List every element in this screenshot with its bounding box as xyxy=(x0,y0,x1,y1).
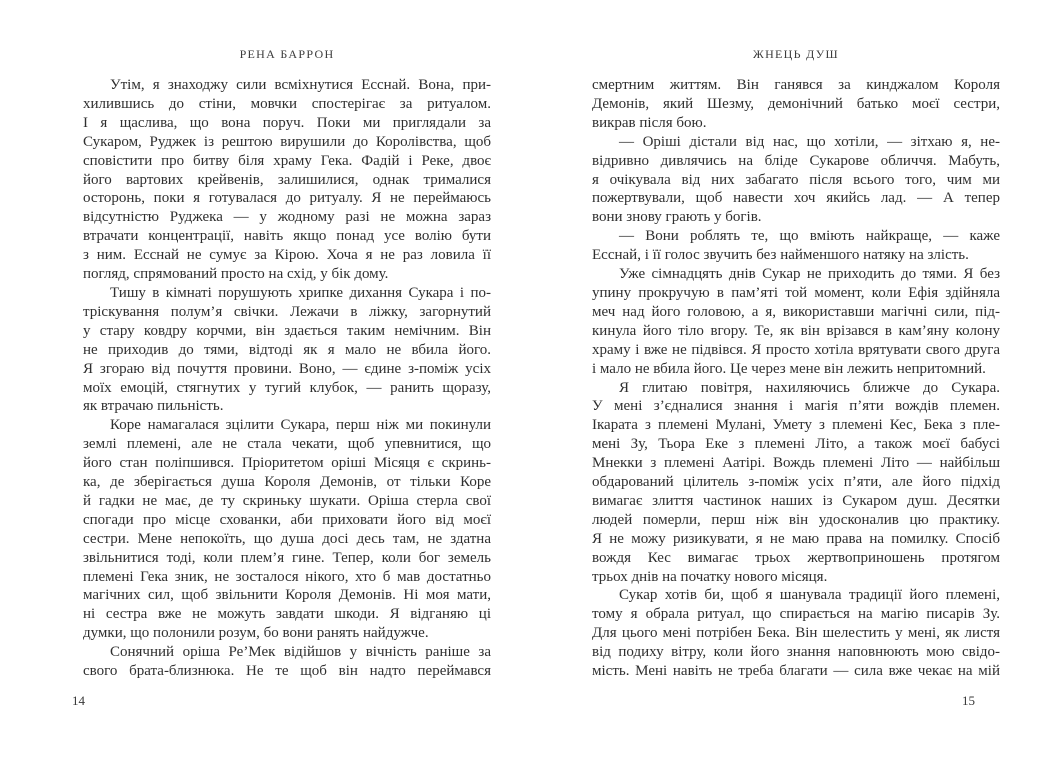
text-line: Сонячний оріша Ре’Мек відійшов у вічність раніше за xyxy=(110,644,491,661)
text-line: вождя Кес вимагає трьох жертвоприношень протягом xyxy=(592,549,1000,566)
page-number-left: 14 xyxy=(72,693,85,708)
text-line: сестри. Мене непокоїть, що душа досі десь там, не здатна xyxy=(83,530,491,547)
text-line: не приходив до тями, відтоді як я мало не вбила його. xyxy=(83,341,491,358)
text-line: як втрачаю пильність. xyxy=(83,398,224,415)
text-line: смертним життям. Він ганявся за кинджалом Короля xyxy=(592,77,1000,93)
text-line: людей померли, перш ніж він удосконалив цю практику. xyxy=(592,511,1000,528)
paragraph xyxy=(592,586,1000,681)
text-line: Утім, я знаходжу сили всміхнутися Есснай. Вона, при- xyxy=(110,77,491,93)
text-line: пожертвували, щоб навести хоч якийсь лад. — А тепер xyxy=(592,190,1000,207)
text-line: осторонь, поки я готувалася до ритуалу. Я не переймаюсь xyxy=(83,190,491,207)
paragraph xyxy=(592,227,1000,265)
text-line: думки, що полонили розум, бо вони ранять найдужче. xyxy=(83,625,429,642)
text-line: Мнекки з племені Аатірі. Вождь племені Літо — найбільш xyxy=(592,455,1000,472)
paragraph xyxy=(83,643,491,681)
text-line: й гадки не має, де ту скриньку шукати. Оріша стерла свої xyxy=(83,492,491,509)
text-line: обдарований цілитель з-поміж усіх п’яти, але його підхід xyxy=(592,474,1000,491)
text-line: ні сестра вже не можуть завдати шкоди. Я відганяю ці xyxy=(83,606,491,623)
page-text-right xyxy=(592,76,1000,681)
paragraph xyxy=(592,265,1000,378)
text-line: магічних сил, щоб звільнити Короля Демонів. Ні моя мати, xyxy=(83,587,491,604)
text-line: відсутністю Руджека — у жодному разі не можна зараз xyxy=(83,209,491,226)
text-line: у стару ковдру корчми, він здається таким немічним. Він xyxy=(83,322,491,339)
text-line: упину прокручую в пам’яті той момент, коли Ефія здійняла xyxy=(592,284,1000,301)
text-line: Коре намагалася зцілити Сукара, перш ніж ми покинули xyxy=(110,417,491,434)
text-line: Сукаром, Руджек із рештою вирушили до Королівства, щоб xyxy=(83,133,491,150)
text-line: Демонів, який Шезму, демонічний батько моєї сестри, xyxy=(592,95,1000,112)
text-line: І я щаслива, що вона поруч. Поки ми приглядали за xyxy=(83,114,491,131)
text-line: від подиху вітру, коли його знання наповнюють мою свідо- xyxy=(592,644,1000,661)
text-line: моїх емоцій, стягнутих у тугий клубок, — ранить щоразу, xyxy=(83,379,491,396)
text-line: звільнитися тоді, коли плем’я гине. Тепер, коли бог земель xyxy=(83,549,491,566)
text-line: Я згораю від почуття провини. Воно, — єдине з-поміж усіх xyxy=(83,360,491,377)
text-line: з ним. Есснай не сумує за Кірою. Хоча я не раз ловила її xyxy=(83,247,491,264)
paragraph xyxy=(592,133,1000,228)
text-line: — Оріші дістали від нас, що хотіли, — зітхаю я, не- xyxy=(619,133,1000,150)
book-page-right xyxy=(525,0,1050,760)
paragraph xyxy=(592,379,1000,587)
paragraph xyxy=(83,284,491,416)
text-line: його стан поліпшився. Пріоритетом оріші Місяця є скринь- xyxy=(83,455,491,472)
text-line: Я глитаю повітря, нахиляючись ближче до Сукара. xyxy=(619,379,1000,396)
page-number-right: 15 xyxy=(962,693,975,708)
text-line: Есснай, і її голос звучить без найменшого натяку на злість. xyxy=(592,247,969,264)
text-line: ка, де зберігається душа Короля Демонів, от тільки Коре xyxy=(83,474,491,491)
text-line: свого брата-близнюка. Не те щоб він надто переймався xyxy=(83,663,491,680)
paragraph xyxy=(592,76,1000,133)
text-line: хилившись до стіни, мовчки спостерігає за ритуалом. xyxy=(83,95,491,112)
text-line: відривно дивлячись на бліде Сукарове обличчя. Мабуть, xyxy=(592,152,1000,169)
page-text-left xyxy=(83,76,491,681)
text-line: тому я обрала ритуал, що спирається на магію писарів Зу. xyxy=(592,606,1000,623)
text-line: Я не можу ризикувати, я не маю права на помилку. Спосіб xyxy=(592,530,1000,547)
text-line: Ікарата з племені Мулані, Умету з племені Кес, Бека з пле- xyxy=(592,417,1000,434)
text-line: кинула його тіло вгору. Те, як він врізався в кам’яну колону xyxy=(592,322,1000,339)
text-line: спогади про місце схованки, аби приховати його від моєї xyxy=(83,511,491,528)
text-line: трьох днів на початку нового місяця. xyxy=(592,568,828,585)
text-line: Для цього мені потрібен Бека. Він шелестить у мені, як листя xyxy=(592,625,1000,642)
text-line: Сукар хотів би, щоб я шанувала традиції його племені, xyxy=(619,587,1000,604)
text-line: храму і вже не підвівся. Я просто хотіла врятувати свого друга xyxy=(592,341,1000,358)
text-line: племені Гека зник, не зосталося нікого, хто б мав достатньо xyxy=(83,568,491,585)
text-line: тріскування полум’я свічки. Лежачи в ліжку, загорнутий xyxy=(83,303,491,320)
text-line: Уже сімнадцять днів Сукар не приходить до тями. Я без xyxy=(619,266,1000,283)
paragraph xyxy=(83,76,491,284)
text-line: я очікувала від них забагато після всього того, чим ми xyxy=(592,171,1000,188)
text-line: сповістити про битву біля храму Гека. Фадій і Реке, двоє xyxy=(83,152,491,169)
running-head-author: РЕНА БАРРОН xyxy=(239,47,335,61)
text-line: меч над його головою, а я, використавши магічні сили, під- xyxy=(592,303,1000,320)
running-head-title: ЖНЕЦЬ ДУШ xyxy=(753,47,839,61)
text-line: вимагає злиття частинок наших із Сукаром душ. Десятки xyxy=(592,492,1000,509)
text-line: його вартових крейвенів, залишилися, однак трималися xyxy=(83,171,491,188)
text-line: — Вони роблять те, що вміють найкраще, — каже xyxy=(619,228,1000,245)
text-line: мість. Мені навіть не треба благати — сила вже чекає на мій xyxy=(592,663,1000,680)
text-line: землі племені, але не стала чекати, щоб упевнитися, що xyxy=(83,436,491,453)
text-line: втрачати концентрації, навіть якщо понад усе волію бути xyxy=(83,228,491,245)
text-line: Тишу в кімнаті порушують хрипке дихання Сукара і по- xyxy=(110,284,491,301)
text-line: У мені з’єдналися знання і магія п’яти вождів племен. xyxy=(592,398,1000,415)
text-line: і мало не вбила його. Це через мене він лежить непритомний. xyxy=(592,360,986,377)
paragraph xyxy=(83,416,491,643)
text-line: викрав після бою. xyxy=(592,114,707,131)
text-line: погляд, спрямований просто на схід, у бік дому. xyxy=(83,266,389,283)
text-line: мені Зу, Тьора Еке з племені Літо, а також моєї бабусі xyxy=(592,436,1000,453)
text-line: вони знову грають у богів. xyxy=(592,209,762,226)
